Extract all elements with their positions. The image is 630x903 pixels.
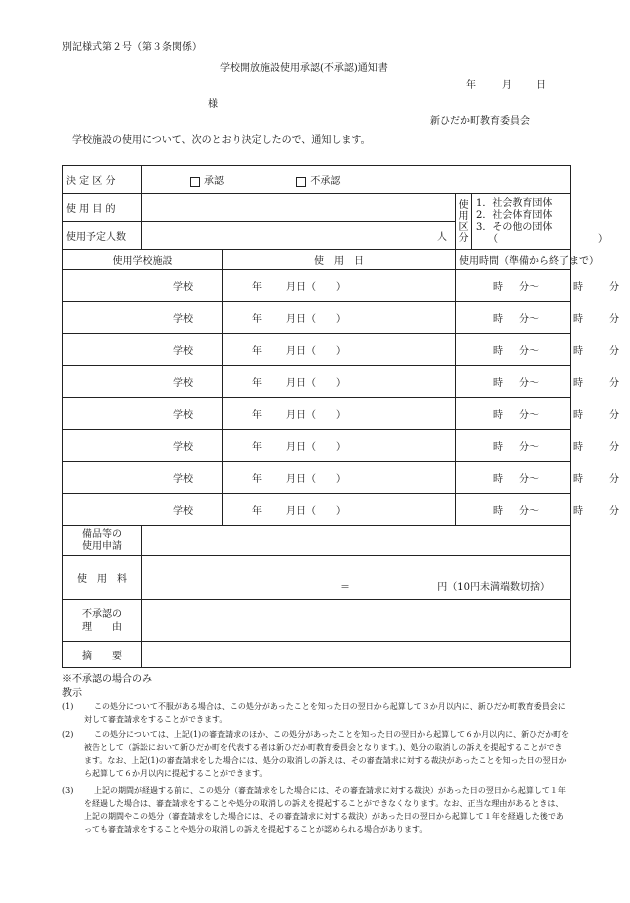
category-label: 使 用 区 分 <box>456 194 472 250</box>
decision-label: 決 定 区 分 <box>63 166 142 194</box>
date-cell[interactable]: 年 月日（ ） <box>223 270 456 302</box>
memo-label: 摘 要 <box>63 642 142 668</box>
date-year: 年 <box>466 80 476 91</box>
memo-field[interactable] <box>142 642 571 668</box>
time-cell[interactable]: 時 分～ 時 分 <box>456 270 571 302</box>
school-cell[interactable]: 学校 <box>63 270 223 302</box>
time-cell[interactable]: 時 分～ 時 分 <box>456 494 571 526</box>
reject-reason-field[interactable] <box>142 600 571 642</box>
school-cell[interactable]: 学校 <box>63 494 223 526</box>
reject-reason-label: 不承認の 理 由 <box>63 600 142 642</box>
school-cell[interactable]: 学校 <box>63 366 223 398</box>
usage-row <box>63 494 571 526</box>
date-cell[interactable]: 年 月日（ ） <box>223 302 456 334</box>
time-cell[interactable]: 時 分～ 時 分 <box>456 462 571 494</box>
purpose-label: 使 用 目 的 <box>63 194 142 222</box>
col-date: 使 用 日 <box>223 250 456 270</box>
usage-row <box>63 462 571 494</box>
equipment-field[interactable] <box>142 526 571 556</box>
intro-text: 学校施設の使用について、次のとおり決定したので、通知します。 <box>72 135 371 146</box>
time-cell[interactable]: 時 分～ 時 分 <box>456 430 571 462</box>
equipment-label: 備品等の 使用申請 <box>63 526 142 556</box>
date-cell[interactable]: 年 月日（ ） <box>223 494 456 526</box>
people-field[interactable]: 人 <box>142 222 456 250</box>
time-cell[interactable]: 時 分～ 時 分 <box>456 366 571 398</box>
decision-form <box>62 165 619 668</box>
decision-options <box>142 166 571 194</box>
reject-checkbox[interactable] <box>296 177 306 187</box>
form-number: 別記様式第２号（第３条関係） <box>62 42 202 53</box>
date-cell[interactable]: 年 月日（ ） <box>223 398 456 430</box>
category-options[interactable]: 1．社会教育団体 2．社会体育団体 3．その他の団体 （ ） <box>472 194 571 250</box>
purpose-field[interactable] <box>142 194 456 222</box>
date-cell[interactable]: 年 月日（ ） <box>223 462 456 494</box>
category-option-2: 2．社会体育団体 <box>476 209 553 221</box>
time-cell[interactable]: 時 分～ 時 分 <box>456 334 571 366</box>
school-cell[interactable]: 学校 <box>63 462 223 494</box>
approve-label: 承認 <box>204 176 224 187</box>
reject-label: 不承認 <box>310 176 341 187</box>
usage-row <box>63 398 571 430</box>
date-cell[interactable]: 年 月日（ ） <box>223 334 456 366</box>
usage-row <box>63 366 571 398</box>
date-month: 月 <box>502 80 512 91</box>
usage-row <box>63 334 571 366</box>
school-cell[interactable]: 学校 <box>63 302 223 334</box>
notice-heading: 教示 <box>62 688 82 699</box>
category-option-3: 3．その他の団体 <box>476 221 553 233</box>
document-title: 学校開放施設使用承認(不承認)通知書 <box>220 63 388 74</box>
people-label: 使用予定人数 <box>63 222 142 250</box>
col-facility: 使用学校施設 <box>63 250 223 270</box>
col-time: 使用時間（準備から終了まで） <box>456 250 571 270</box>
usage-row <box>63 302 571 334</box>
school-cell[interactable]: 学校 <box>63 398 223 430</box>
reject-only-note: ※不承認の場合のみ <box>62 674 152 685</box>
fee-label: 使 用 料 <box>63 556 142 600</box>
usage-row <box>63 430 571 462</box>
date-cell[interactable]: 年 月日（ ） <box>223 366 456 398</box>
date-day: 日 <box>536 80 546 91</box>
approve-checkbox[interactable] <box>190 177 200 187</box>
category-option-1: 1．社会教育団体 <box>476 197 553 209</box>
usage-row <box>63 270 571 302</box>
date-cell[interactable]: 年 月日（ ） <box>223 430 456 462</box>
time-cell[interactable]: 時 分～ 時 分 <box>456 302 571 334</box>
addressee-suffix: 様 <box>208 99 218 110</box>
time-cell[interactable]: 時 分～ 時 分 <box>456 398 571 430</box>
school-cell[interactable]: 学校 <box>63 334 223 366</box>
issuer: 新ひだか町教育委員会 <box>430 116 530 127</box>
school-cell[interactable]: 学校 <box>63 430 223 462</box>
fee-field[interactable]: ＝ 円（10円未満端数切捨） <box>142 556 571 600</box>
